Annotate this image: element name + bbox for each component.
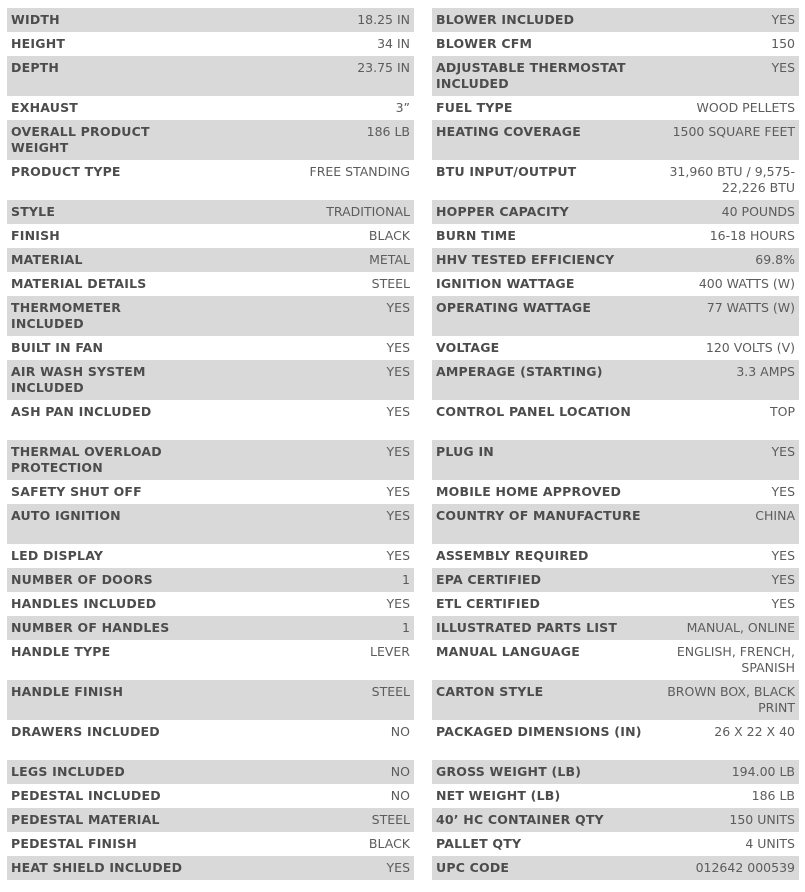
spec-value: 69.8% [755, 252, 795, 267]
spec-label: VOLTAGE [436, 340, 500, 355]
spec-row [7, 200, 414, 224]
spec-label: HHV TESTED EFFICIENCY [436, 252, 615, 267]
spec-row [7, 400, 414, 440]
spec-value: ENGLISH, FRENCH, SPANISH [676, 644, 795, 675]
spec-value: YES [386, 484, 410, 499]
spec-label: BLOWER CFM [436, 36, 533, 51]
spec-row [432, 720, 799, 760]
spec-value: YES [386, 364, 410, 379]
spec-label: GROSS WEIGHT (LB) [436, 764, 582, 779]
spec-label: HANDLES INCLUDED [11, 596, 157, 611]
spec-row [7, 8, 414, 32]
spec-label: DEPTH [11, 60, 60, 75]
spec-row [432, 200, 799, 224]
spec-row [7, 272, 414, 296]
spec-value: NO [390, 724, 410, 739]
spec-value: YES [771, 572, 795, 587]
spec-row [7, 568, 414, 592]
spec-row [7, 224, 414, 248]
spec-row [7, 592, 414, 616]
spec-label: BURN TIME [436, 228, 517, 243]
spec-value: 194.00 LB [731, 764, 795, 779]
spec-value: STEEL [371, 812, 410, 827]
spec-value: FREE STANDING [309, 164, 410, 179]
spec-value: MANUAL, ONLINE [686, 620, 795, 635]
spec-label: 40’ HC CONTAINER QTY [436, 812, 604, 827]
spec-row [432, 120, 799, 160]
spec-row [432, 400, 799, 440]
spec-label: FINISH [11, 228, 60, 243]
spec-label: ASH PAN INCLUDED [11, 404, 152, 419]
spec-row [7, 296, 414, 336]
spec-value: 1 [402, 620, 410, 635]
spec-value: 150 UNITS [729, 812, 795, 827]
spec-value: TOP [769, 404, 795, 419]
spec-label: HEAT SHIELD INCLUDED [11, 860, 183, 875]
spec-label: MATERIAL DETAILS [11, 276, 147, 291]
spec-value: NO [390, 764, 410, 779]
spec-value: 3” [395, 100, 410, 115]
spec-value: YES [771, 60, 795, 75]
spec-row [7, 856, 414, 880]
spec-label: FUEL TYPE [436, 100, 513, 115]
spec-label: ADJUSTABLE THERMOSTAT INCLUDED [436, 60, 626, 91]
spec-value: YES [386, 508, 410, 523]
spec-row [432, 336, 799, 360]
spec-label: THERMAL OVERLOAD PROTECTION [11, 444, 162, 475]
spec-row [432, 8, 799, 32]
spec-label: NUMBER OF DOORS [11, 572, 153, 587]
spec-value: CHINA [755, 508, 795, 523]
spec-row [432, 32, 799, 56]
spec-value: LEVER [370, 644, 410, 659]
spec-row [432, 856, 799, 880]
spec-label: PEDESTAL MATERIAL [11, 812, 160, 827]
spec-label: BLOWER INCLUDED [436, 12, 575, 27]
spec-label: NET WEIGHT (LB) [436, 788, 561, 803]
spec-value: 40 POUNDS [721, 204, 795, 219]
spec-row [432, 832, 799, 856]
spec-label: ETL CERTIFIED [436, 596, 541, 611]
spec-row [7, 32, 414, 56]
spec-label: AUTO IGNITION [11, 508, 121, 523]
spec-label: MANUAL LANGUAGE [436, 644, 580, 659]
spec-value: 150 [771, 36, 795, 51]
spec-label: COUNTRY OF MANUFACTURE [436, 508, 641, 523]
spec-label: PLUG IN [436, 444, 494, 459]
spec-value: 18.25 IN [357, 12, 410, 27]
spec-row [432, 592, 799, 616]
spec-row [7, 544, 414, 568]
spec-value: STEEL [371, 684, 410, 699]
spec-row [7, 360, 414, 400]
spec-row [432, 640, 799, 680]
spec-row [432, 96, 799, 120]
spec-row [432, 504, 799, 544]
spec-value: YES [771, 12, 795, 27]
spec-value: 23.75 IN [357, 60, 410, 75]
spec-label: PEDESTAL INCLUDED [11, 788, 161, 803]
spec-label: LED DISPLAY [11, 548, 104, 563]
spec-row [432, 272, 799, 296]
spec-row [7, 784, 414, 808]
spec-row [432, 160, 799, 200]
spec-row [432, 544, 799, 568]
spec-value: YES [386, 596, 410, 611]
spec-row [7, 616, 414, 640]
spec-label: PALLET QTY [436, 836, 522, 851]
spec-value: YES [386, 548, 410, 563]
spec-value: 120 VOLTS (V) [705, 340, 795, 355]
spec-label: STYLE [11, 204, 56, 219]
spec-row [432, 56, 799, 96]
specs-column-right [432, 8, 799, 880]
spec-value: 26 X 22 X 40 [714, 724, 795, 739]
spec-row [7, 96, 414, 120]
spec-label: BTU INPUT/OUTPUT [436, 164, 577, 179]
spec-value: 012642 000539 [695, 860, 795, 875]
spec-value: WOOD PELLETS [696, 100, 795, 115]
spec-label: MOBILE HOME APPROVED [436, 484, 622, 499]
spec-value: YES [771, 548, 795, 563]
spec-value: NO [390, 788, 410, 803]
spec-value: YES [386, 300, 410, 315]
spec-label: EPA CERTIFIED [436, 572, 542, 587]
spec-value: 186 LB [366, 124, 410, 139]
spec-value: STEEL [371, 276, 410, 291]
spec-value: YES [386, 404, 410, 419]
spec-value: 186 LB [751, 788, 795, 803]
spec-row [7, 760, 414, 784]
spec-row [432, 680, 799, 720]
spec-value: BROWN BOX, BLACK PRINT [667, 684, 795, 715]
spec-value: YES [386, 444, 410, 459]
spec-row [432, 360, 799, 400]
spec-label: ASSEMBLY REQUIRED [436, 548, 589, 563]
spec-row [7, 160, 414, 200]
spec-value: YES [386, 340, 410, 355]
spec-label: THERMOMETER INCLUDED [11, 300, 122, 331]
spec-label: HANDLE TYPE [11, 644, 111, 659]
spec-label: PEDESTAL FINISH [11, 836, 137, 851]
spec-label: HANDLE FINISH [11, 684, 124, 699]
spec-row [7, 56, 414, 96]
spec-row [7, 832, 414, 856]
specs-column-left [7, 8, 414, 880]
spec-value: BLACK [368, 836, 410, 851]
spec-label: LEGS INCLUDED [11, 764, 125, 779]
spec-value: 3.3 AMPS [736, 364, 795, 379]
spec-label: SAFETY SHUT OFF [11, 484, 142, 499]
spec-label: AIR WASH SYSTEM INCLUDED [11, 364, 146, 395]
spec-label: OVERALL PRODUCT WEIGHT [11, 124, 150, 155]
spec-value: 31,960 BTU / 9,575-22,226 BTU [669, 164, 795, 195]
spec-label: NUMBER OF HANDLES [11, 620, 170, 635]
spec-row [7, 120, 414, 160]
spec-row [432, 480, 799, 504]
spec-label: UPC CODE [436, 860, 510, 875]
spec-row [432, 296, 799, 336]
spec-value: YES [771, 444, 795, 459]
spec-label: EXHAUST [11, 100, 79, 115]
spec-row [7, 248, 414, 272]
spec-row [7, 336, 414, 360]
spec-label: HOPPER CAPACITY [436, 204, 569, 219]
spec-label: IGNITION WATTAGE [436, 276, 575, 291]
specifications-table [7, 8, 799, 880]
spec-row [432, 248, 799, 272]
spec-value: 16-18 HOURS [709, 228, 795, 243]
spec-value: 1500 SQUARE FEET [672, 124, 795, 139]
spec-label: CONTROL PANEL LOCATION [436, 404, 632, 419]
spec-row [432, 760, 799, 784]
spec-label: BUILT IN FAN [11, 340, 104, 355]
spec-value: 34 IN [377, 36, 410, 51]
spec-row [7, 640, 414, 680]
spec-value: 400 WATTS (W) [698, 276, 795, 291]
spec-label: PACKAGED DIMENSIONS (IN) [436, 724, 642, 739]
spec-row [7, 720, 414, 760]
spec-row [432, 616, 799, 640]
spec-row [7, 440, 414, 480]
spec-row [7, 504, 414, 544]
spec-label: HEATING COVERAGE [436, 124, 581, 139]
spec-label: OPERATING WATTAGE [436, 300, 592, 315]
spec-label: MATERIAL [11, 252, 83, 267]
spec-label: DRAWERS INCLUDED [11, 724, 160, 739]
spec-row [7, 680, 414, 720]
spec-row [432, 440, 799, 480]
spec-value: 77 WATTS (W) [706, 300, 795, 315]
spec-row [432, 784, 799, 808]
spec-row [7, 480, 414, 504]
spec-value: BLACK [368, 228, 410, 243]
spec-row [7, 808, 414, 832]
spec-label: HEIGHT [11, 36, 66, 51]
spec-row [432, 224, 799, 248]
spec-row [432, 568, 799, 592]
spec-value: 4 UNITS [745, 836, 795, 851]
spec-label: CARTON STYLE [436, 684, 544, 699]
spec-value: YES [771, 596, 795, 611]
spec-label: ILLUSTRATED PARTS LIST [436, 620, 618, 635]
spec-value: METAL [369, 252, 410, 267]
spec-label: AMPERAGE (STARTING) [436, 364, 603, 379]
spec-value: YES [771, 484, 795, 499]
spec-label: PRODUCT TYPE [11, 164, 121, 179]
spec-value: TRADITIONAL [326, 204, 410, 219]
spec-value: 1 [402, 572, 410, 587]
spec-value: YES [386, 860, 410, 875]
spec-label: WIDTH [11, 12, 60, 27]
spec-row [432, 808, 799, 832]
